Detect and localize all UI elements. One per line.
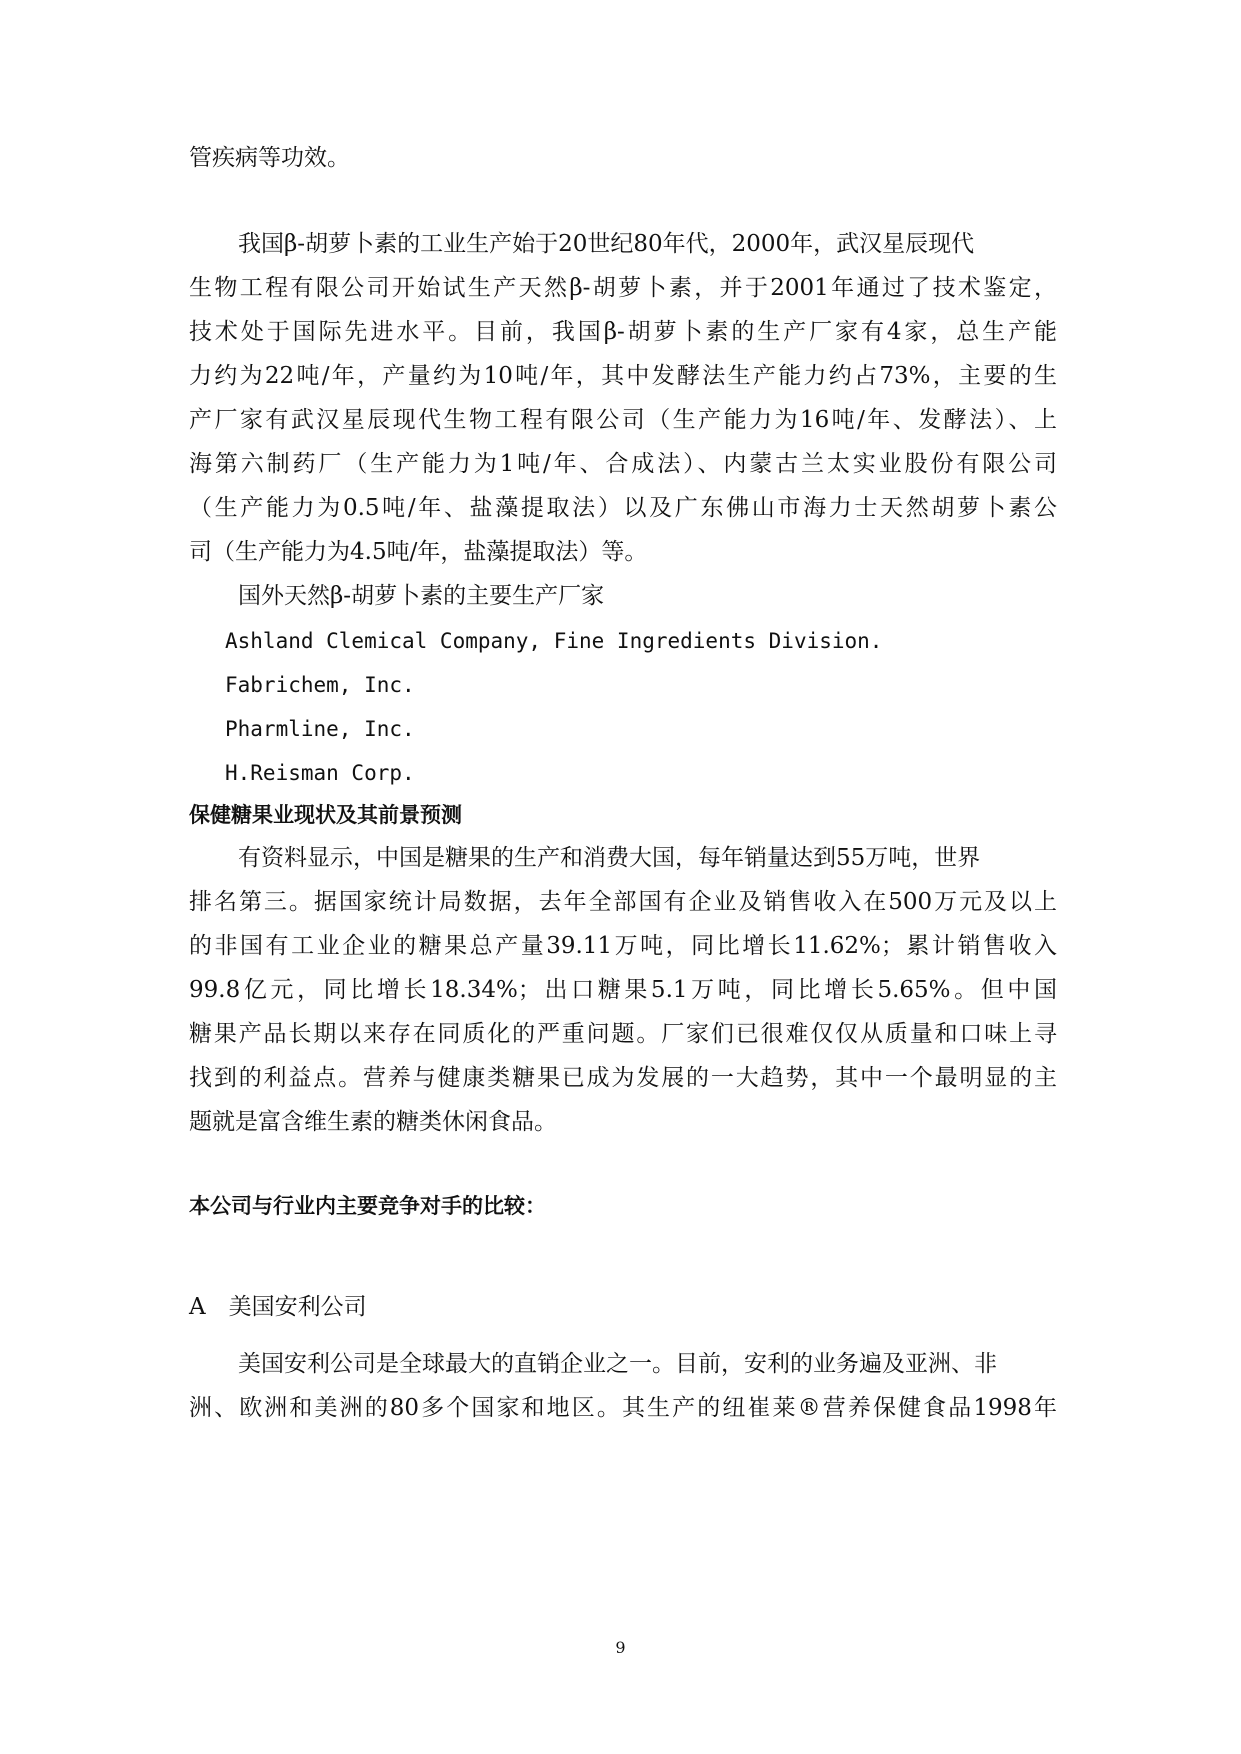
paragraph-line: 题就是富含维生素的糖类休闲食品。 xyxy=(189,1109,557,1135)
list-title: 国外天然β-胡萝卜素的主要生产厂家 xyxy=(238,583,605,609)
subsection-heading: A 美国安利公司 xyxy=(189,1294,367,1320)
paragraph-line: 糖果产品长期以来存在同质化的严重问题。厂家们已很难仅仅从质量和口味上寻 xyxy=(189,1021,1057,1047)
paragraph-line: 管疾病等功效。 xyxy=(189,145,350,171)
paragraph-line: 99.8亿元，同比增长18.34%；出口糖果5.1万吨，同比增长5.65%。但中国 xyxy=(189,977,1057,1003)
company-name: H.Reisman Corp. xyxy=(225,761,415,785)
paragraph-line: 海第六制药厂（生产能力为1吨/年、合成法）、内蒙古兰太实业股份有限公司 xyxy=(189,451,1057,477)
company-name: Fabrichem, Inc. xyxy=(225,673,415,697)
section-heading: 本公司与行业内主要竞争对手的比较： xyxy=(189,1194,546,1218)
paragraph-line: 技术处于国际先进水平。目前，我国β-胡萝卜素的生产厂家有4家，总生产能 xyxy=(189,319,1057,345)
paragraph-line: 生物工程有限公司开始试生产天然β-胡萝卜素，并于2001年通过了技术鉴定， xyxy=(189,275,1057,301)
paragraph-line: 美国安利公司是全球最大的直销企业之一。目前，安利的业务遍及亚洲、非 xyxy=(238,1351,997,1377)
paragraph-line: 我国β-胡萝卜素的工业生产始于20世纪80年代，2000年，武汉星辰现代 xyxy=(238,231,975,257)
paragraph-line: 司（生产能力为4.5吨/年，盐藻提取法）等。 xyxy=(189,539,648,565)
paragraph-line: 有资料显示，中国是糖果的生产和消费大国，每年销量达到55万吨，世界 xyxy=(238,845,981,871)
paragraph-line: 排名第三。据国家统计局数据，去年全部国有企业及销售收入在500万元及以上 xyxy=(189,889,1057,915)
page-number: 9 xyxy=(615,1638,626,1657)
company-name: Ashland Clemical Company, Fine Ingredients Division. xyxy=(225,629,883,653)
company-name: Pharmline, Inc. xyxy=(225,717,415,741)
paragraph-line: 找到的利益点。营养与健康类糖果已成为发展的一大趋势，其中一个最明显的主 xyxy=(189,1065,1057,1091)
paragraph-line: 洲、欧洲和美洲的80多个国家和地区。其生产的纽崔莱®营养保健食品1998年 xyxy=(189,1395,1057,1421)
paragraph-line: 的非国有工业企业的糖果总产量39.11万吨，同比增长11.62%；累计销售收入 xyxy=(189,933,1057,959)
section-heading: 保健糖果业现状及其前景预测 xyxy=(189,803,462,827)
paragraph-line: 产厂家有武汉星辰现代生物工程有限公司（生产能力为16吨/年、发酵法）、上 xyxy=(189,407,1057,433)
paragraph-line: 力约为22吨/年，产量约为10吨/年，其中发酵法生产能力约占73%，主要的生 xyxy=(189,363,1057,389)
paragraph-line: （生产能力为0.5吨/年、盐藻提取法）以及广东佛山市海力士天然胡萝卜素公 xyxy=(189,495,1057,521)
